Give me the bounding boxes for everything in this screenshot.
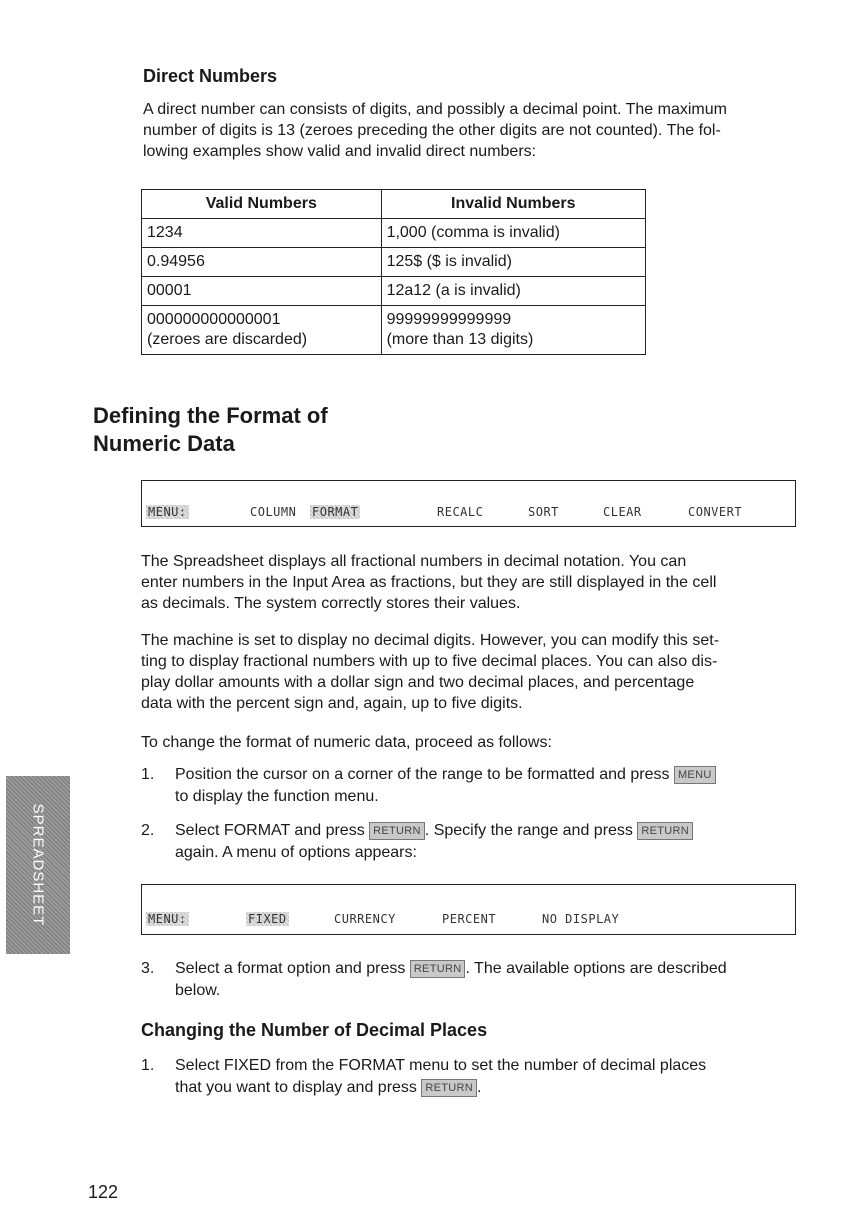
paragraph-line: lowing examples show valid and invalid direct numbers:: [143, 143, 537, 160]
step-3: [141, 958, 801, 1004]
valid-cell: 00001: [142, 277, 382, 306]
step-number: 2.: [141, 822, 155, 839]
menu-item-fixed[interactable]: FIXED: [248, 912, 287, 926]
invalid-numbers-header: Invalid Numbers: [381, 190, 645, 219]
section-heading-defining-format: [93, 402, 328, 458]
valid-numbers-header: Valid Numbers: [142, 190, 382, 219]
valid-cell: 0.94956: [142, 248, 382, 277]
table-row: [142, 219, 646, 248]
step-text: that you want to display and press: [175, 1079, 417, 1096]
page-number: 122: [88, 1182, 119, 1202]
menu-item-column[interactable]: COLUMN: [250, 505, 297, 519]
function-menu-screen: [141, 480, 796, 527]
side-tab-label: SPREADSHEET: [29, 803, 47, 927]
paragraph-line: enter numbers in the Input Area as fractions, but they are still displayed in the cell: [141, 574, 717, 591]
section-heading-decimal-places: Changing the Number of Decimal Places: [141, 1020, 488, 1040]
menu-item-format[interactable]: FORMAT: [312, 505, 359, 519]
decimal-step-1: [141, 1055, 801, 1101]
valid-cell-line: 000000000000001: [147, 311, 281, 328]
spreadsheet-side-tab: [6, 776, 70, 954]
paragraph-decimal-digits: [141, 630, 796, 714]
heading-line: Numeric Data: [93, 431, 235, 456]
step-text: to display the function menu.: [175, 788, 379, 805]
step-text: again. A menu of options appears:: [175, 844, 417, 861]
menu-item-sort[interactable]: SORT: [528, 505, 559, 519]
numbers-table: [141, 189, 646, 355]
invalid-cell: [381, 306, 645, 355]
step-text: . Specify the range and press: [424, 822, 633, 839]
menu-label: MENU:: [148, 505, 187, 519]
step-text: Position the cursor on a corner of the range to be formatted and press: [175, 766, 670, 783]
valid-cell: [142, 306, 382, 355]
step-text: . The available options are described: [465, 960, 727, 977]
invalid-cell-line: 99999999999999: [386, 311, 512, 328]
format-menu-screen: [141, 884, 796, 935]
menu-item-recalc[interactable]: RECALC: [437, 505, 484, 519]
paragraph-line: The machine is set to display no decimal digits. However, you can modify this set-: [141, 632, 720, 649]
valid-cell-line: (zeroes are discarded): [147, 331, 308, 348]
section-heading-direct-numbers: Direct Numbers: [143, 66, 278, 86]
step-1: [141, 764, 801, 810]
step-text: Select FIXED from the FORMAT menu to set the number of decimal places: [175, 1057, 707, 1074]
table-row: [142, 306, 646, 355]
return-key-icon: RETURN: [637, 822, 693, 840]
heading-line: Defining the Format of: [93, 403, 328, 428]
paragraph-line: The Spreadsheet displays all fractional numbers in decimal notation. You can: [141, 553, 687, 570]
return-key-icon: RETURN: [410, 960, 466, 978]
step-text: Select FORMAT and press: [175, 822, 365, 839]
paragraph-line: A direct number can consists of digits, and possibly a decimal point. The maximum: [143, 101, 727, 118]
return-key-icon: RETURN: [369, 822, 425, 840]
paragraph-decimal-notation: [141, 551, 796, 614]
invalid-cell: 125$ ($ is invalid): [381, 248, 645, 277]
menu-key-icon: MENU: [674, 766, 716, 784]
menu-label: MENU:: [148, 912, 187, 926]
step-2: [141, 820, 801, 866]
table-header-row: [142, 190, 646, 219]
step-number: 1.: [141, 766, 155, 783]
direct-numbers-paragraph: [143, 99, 798, 162]
return-key-icon: RETURN: [421, 1079, 477, 1097]
paragraph-line: as decimals. The system correctly stores their values.: [141, 595, 521, 612]
menu-item-currency[interactable]: CURRENCY: [334, 912, 396, 926]
paragraph-line: number of digits is 13 (zeroes preceding the other digits are not counted). The fol-: [143, 122, 721, 139]
step-text: .: [477, 1079, 482, 1096]
menu-item-no-display[interactable]: NO DISPLAY: [542, 912, 620, 926]
menu-item-percent[interactable]: PERCENT: [442, 912, 497, 926]
menu-item-convert[interactable]: CONVERT: [688, 505, 743, 519]
paragraph-line: data with the percent sign and, again, up to five digits.: [141, 695, 523, 712]
invalid-cell: 1,000 (comma is invalid): [381, 219, 645, 248]
invalid-cell-line: (more than 13 digits): [386, 331, 534, 348]
step-number: 3.: [141, 960, 155, 977]
invalid-cell: 12a12 (a is invalid): [381, 277, 645, 306]
table-row: [142, 248, 646, 277]
menu-item-clear[interactable]: CLEAR: [603, 505, 642, 519]
paragraph-line: ting to display fractional numbers with up to five decimal places. You can also dis-: [141, 653, 718, 670]
step-text: Select a format option and press: [175, 960, 406, 977]
paragraph-proceed: To change the format of numeric data, proceed as follows:: [141, 734, 552, 751]
paragraph-line: play dollar amounts with a dollar sign and two decimal places, and percentage: [141, 674, 695, 691]
table-row: [142, 277, 646, 306]
step-number: 1.: [141, 1057, 155, 1074]
step-text: below.: [175, 982, 221, 999]
valid-cell: 1234: [142, 219, 382, 248]
